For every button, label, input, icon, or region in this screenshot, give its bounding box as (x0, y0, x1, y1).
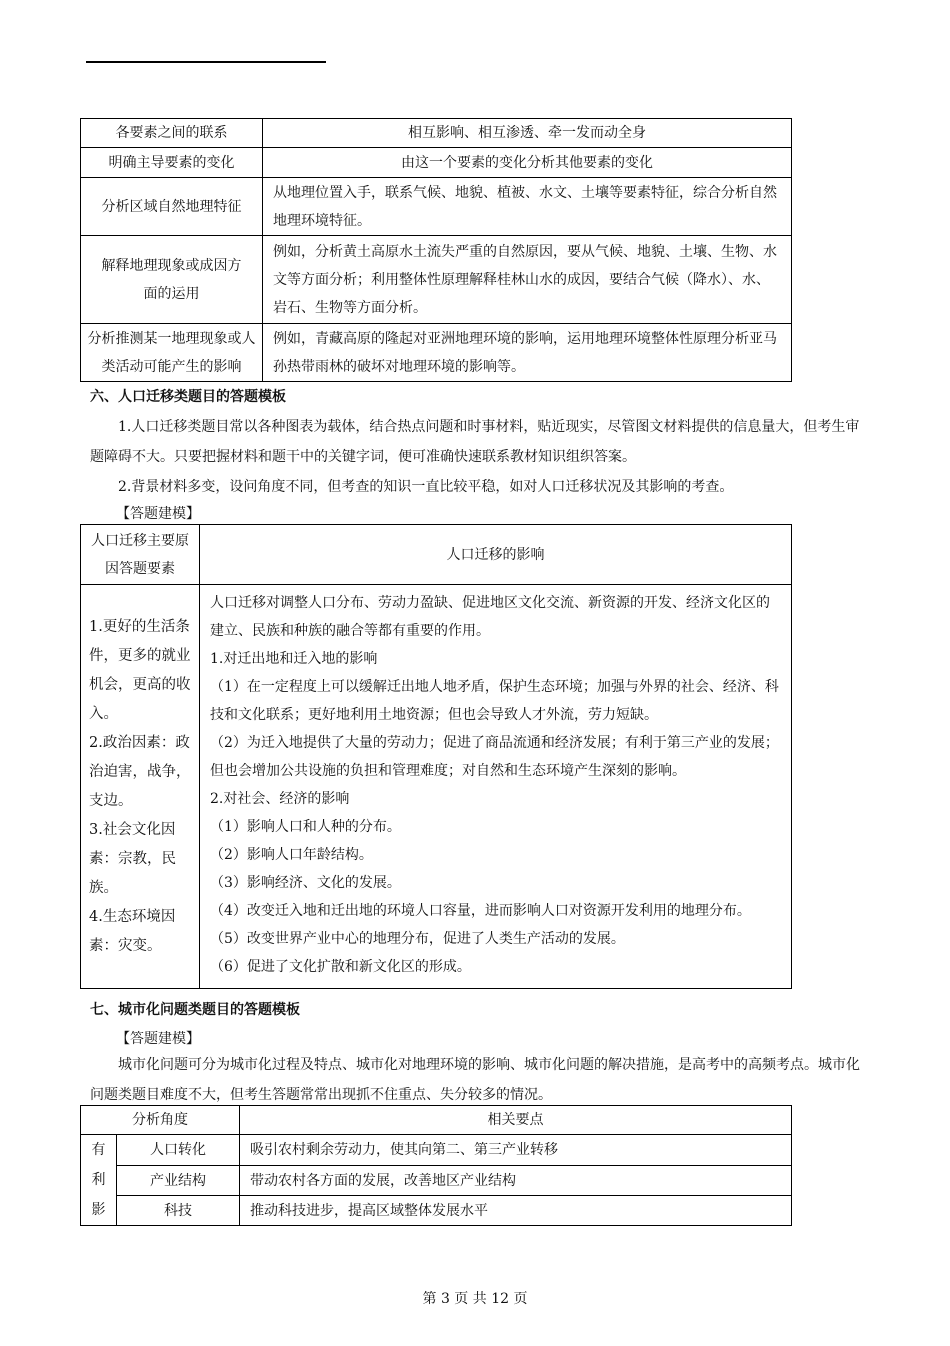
list-item: （2）影响人口年龄结构。 (210, 847, 373, 863)
list-item: （1）影响人口和人种的分布。 (210, 819, 401, 835)
point-cell: 吸引农村剩余劳动力，使其向第二、第三产业转移 (240, 1135, 792, 1166)
list-item: （1）在一定程度上可以缓解迁出地人地矛盾，保护生态环境；加强与外界的社会、经济、科技和文化联系；更好地利用土地资源；但也会导致人才外流，劳力短缺。 (210, 679, 779, 723)
row-content: 例如，分析黄土高原水土流失严重的自然原因，要从气候、地貌、土壤、生物、水文等方面分析；利用整体性原理解释桂林山水的成因，要结合气候（降水）、水、岩石、生物等方面分析。 (263, 236, 792, 324)
header-rule (86, 61, 326, 63)
row-label: 分析推测某一地理现象或人类活动可能产生的影响 (81, 324, 263, 382)
table-row (81, 148, 792, 178)
urbanization-table (80, 1105, 792, 1226)
paragraph: 城市化问题可分为城市化过程及特点、城市化对地理环境的影响、城市化问题的解决措施，是高考中的高频考点。城市化问题类题目难度不大，但考生答题常常出现抓不住重点、失分较多的情况。 (90, 1057, 860, 1103)
row-label: 明确主导要素的变化 (81, 148, 263, 178)
group-char: 利 (91, 1172, 106, 1188)
point-cell: 推动科技进步，提高区域整体发展水平 (240, 1196, 792, 1226)
list-item: 1.对迁出地和迁入地的影响 (210, 651, 378, 667)
table-row (81, 236, 792, 324)
list-item: （4）改变迁入地和迁出地的环境人口容量，进而影响人口对资源开发利用的地理分布。 (210, 903, 751, 919)
row-label: 解释地理现象或成因方面的运用 (81, 236, 263, 324)
group-label (81, 1135, 117, 1226)
header-cell: 人口迁移的影响 (200, 525, 792, 585)
model-label: 【答题建模】 (116, 1031, 200, 1047)
row-content: 例如，青藏高原的隆起对亚洲地理环境的影响，运用地理环境整体性原理分析亚马孙热带雨林的破坏对地理环境的影响等。 (263, 324, 792, 382)
list-item: 2.政治因素：政治迫害，战争，支边。 (89, 734, 191, 809)
geo-integrity-table (80, 118, 792, 382)
header-cell: 相关要点 (240, 1106, 792, 1135)
list-item: 人口迁移对调整人口分布、劳动力盈缺、促进地区文化交流、新资源的开发、经济文化区的建立、民族和种族的融合等都有重要的作用。 (210, 595, 770, 639)
table-row (81, 119, 792, 148)
list-item: 3.社会文化因素：宗教，民族。 (89, 821, 176, 896)
row-label: 分析区域自然地理特征 (81, 178, 263, 236)
list-item: 2.对社会、经济的影响 (210, 791, 350, 807)
list-item: 4.生态环境因素：灾变。 (89, 908, 176, 954)
page-number: 第 3 页 共 12 页 (422, 1291, 528, 1307)
list-item: 1.更好的生活条件，更多的就业机会，更高的收入。 (89, 618, 191, 722)
row-content: 由这一个要素的变化分析其他要素的变化 (263, 148, 792, 178)
model-label: 【答题建模】 (116, 506, 200, 522)
paragraph: 2.背景材料多变，设问角度不同，但考查的知识一直比较平稳，如对人口迁移状况及其影响的考查。 (118, 479, 734, 495)
table-row (81, 178, 792, 236)
header-cell: 人口迁移主要原因答题要素 (81, 525, 200, 585)
row-label: 各要素之间的联系 (81, 119, 263, 148)
section-title: 六、人口迁移类题目的答题模板 (90, 389, 286, 405)
table-row (81, 1196, 792, 1226)
table-header (81, 1106, 792, 1135)
group-char: 影 (91, 1202, 106, 1218)
header-cell: 分析角度 (81, 1106, 240, 1135)
migration-causes (81, 585, 200, 989)
aspect-cell: 人口转化 (117, 1135, 240, 1166)
paragraph: 1.人口迁移类题目常以各种图表为载体，结合热点问题和时事材料，贴近现实，尽管图文材料提供的信息量大，但考生审题障碍不大。只要把握材料和题干中的关键字词，便可准确快速联系教材知识组织答案。 (90, 419, 860, 465)
point-cell: 带动农村各方面的发展，改善地区产业结构 (240, 1166, 792, 1196)
list-item: （3）影响经济、文化的发展。 (210, 875, 401, 891)
list-item: （6）促进了文化扩散和新文化区的形成。 (210, 959, 471, 975)
list-item: （5）改变世界产业中心的地理分布，促进了人类生产活动的发展。 (210, 931, 625, 947)
list-item: （2）为迁入地提供了大量的劳动力；促进了商品流通和经济发展；有利于第三产业的发展；但也会增加公共设施的负担和管理难度；对自然和生态环境产生深刻的影响。 (210, 735, 779, 779)
row-content: 从地理位置入手，联系气候、地貌、植被、水文、土壤等要素特征，综合分析自然地理环境特征。 (263, 178, 792, 236)
table-row (81, 585, 792, 989)
migration-effects (200, 585, 792, 989)
aspect-cell: 科技 (117, 1196, 240, 1226)
group-char: 有 (91, 1142, 106, 1158)
table-row (81, 1166, 792, 1196)
table-header (81, 525, 792, 585)
section-title: 七、城市化问题类题目的答题模板 (90, 1002, 300, 1018)
row-content: 相互影响、相互渗透、牵一发而动全身 (263, 119, 792, 148)
table-row (81, 1135, 792, 1166)
migration-table (80, 524, 792, 989)
aspect-cell: 产业结构 (117, 1166, 240, 1196)
table-row (81, 324, 792, 382)
